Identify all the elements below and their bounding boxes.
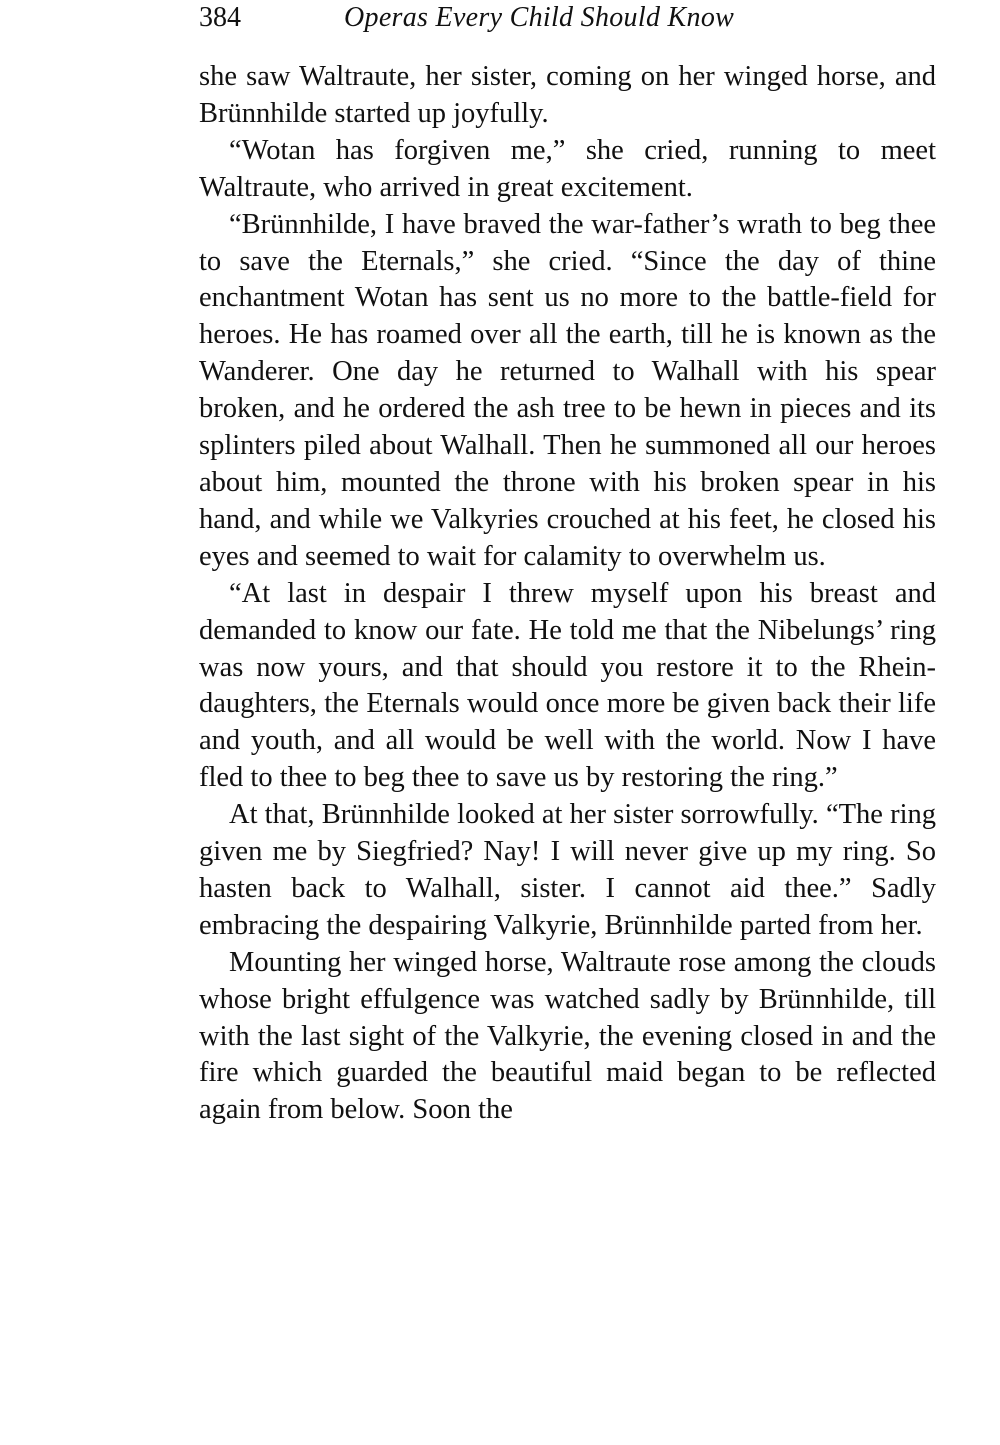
running-head: [199, 0, 936, 36]
page-number: 384: [199, 2, 241, 33]
running-title: Operas Every Child Should Know: [344, 2, 735, 33]
paragraph: “Brünnhilde, I have braved the war-father’s wrath to beg thee to save the Eternals,” she cried. “Since the day of thine enchantment Wotan has sent us no more to the battle-field for heroes. He has roamed over all the earth, till he is known as the Wanderer. One day he returned to Walhall with his spear broken, and he ordered the ash tree to be hewn in pieces and its splinters piled about Walhall. Then he summoned all our heroes about him, mounted the throne with his broken spear in his hand, and while we Valkyries crouched at his feet, he closed his eyes and seemed to wait for calamity to overwhelm us.: [199, 208, 936, 572]
paragraph: she saw Waltraute, her sister, coming on her winged horse, and Brünnhilde started up joyfully.: [199, 61, 936, 129]
paragraph: At that, Brünnhilde looked at her sister sorrowfully. “The ring given me by Siegfried? Nay! I will never give up my ring. So hasten back to Walhall, sister. I cannot aid thee.” Sadly embracing the despairing Valkyrie, Brünnhilde parted from her.: [199, 799, 936, 941]
book-page: [199, 0, 936, 1129]
body-text: [199, 59, 936, 1129]
paragraph: “At last in despair I threw myself upon his breast and demanded to know our fate. He told me that the Nibelungs’ ring was now yours, and that should you restore it to the Rhein-daughters, the Eternals would once more be given back their life and youth, and all would be well with the world. Now I have fled to thee to beg thee to save us by restoring the ring.”: [199, 577, 936, 794]
paragraph: “Wotan has forgiven me,” she cried, running to meet Waltraute, who arrived in great excitement.: [199, 134, 936, 203]
paragraph: Mounting her winged horse, Waltraute rose among the clouds whose bright effulgence was watched sadly by Brünnhilde, till with the last sight of the Valkyrie, the evening closed in and the fire which guarded the beautiful maid began to be reflected again from below. Soon the: [199, 946, 936, 1126]
